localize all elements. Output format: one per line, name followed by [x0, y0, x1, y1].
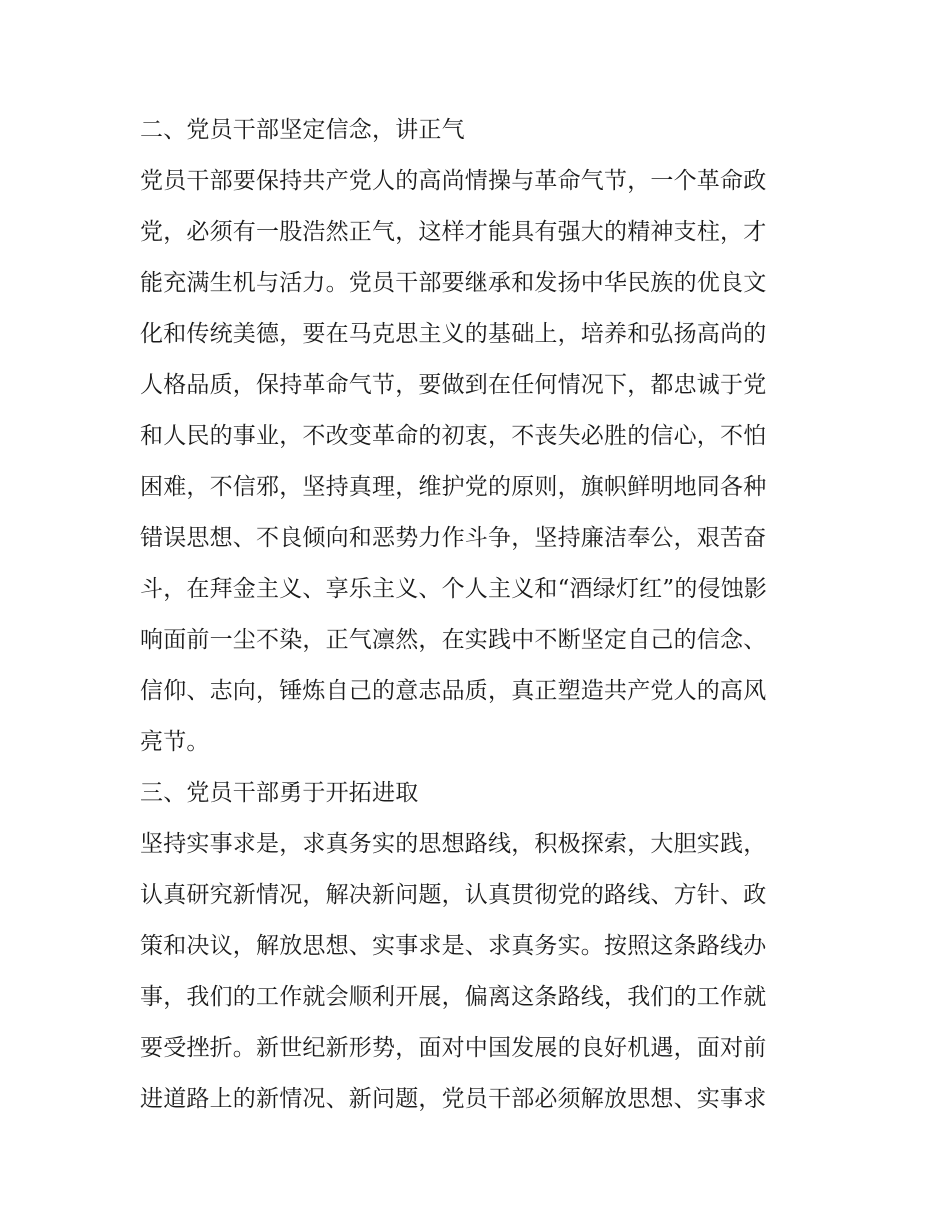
paragraph-line: 要受挫折。新世纪新形势，面对中国发展的良好机遇，面对前	[140, 1035, 767, 1061]
paragraph-line: 错误思想、不良倾向和恶势力作斗争，坚持廉洁奉公，艰苦奋	[140, 525, 767, 551]
paragraph-line: 响面前一尘不染，正气凛然，在实践中不断坚定自己的信念、	[140, 627, 767, 653]
paragraph-line: 进道路上的新情况、新问题，党员干部必须解放思想、实事求	[140, 1086, 767, 1112]
paragraph-line: 策和决议，解放思想、实事求是、求真务实。按照这条路线办	[140, 933, 767, 959]
paragraph-line: 党，必须有一股浩然正气，这样才能具有强大的精神支柱，才	[140, 219, 767, 245]
paragraph-line: 党员干部要保持共产党人的高尚情操与革命气节，一个革命政	[140, 168, 767, 194]
paragraph-line: 坚持实事求是，求真务实的思想路线，积极探索，大胆实践，	[140, 831, 767, 857]
section-heading-3: 三、党员干部勇于开拓进取	[140, 780, 419, 806]
paragraph-line: 斗，在拜金主义、享乐主义、个人主义和“酒绿灯红”的侵蚀影	[140, 576, 768, 602]
paragraph-line: 信仰、志向，锤炼自己的意志品质，真正塑造共产党人的高风	[140, 678, 767, 704]
paragraph-line: 事，我们的工作就会顺利开展，偏离这条路线，我们的工作就	[140, 984, 767, 1010]
section-heading-2: 二、党员干部坚定信念，讲正气	[140, 117, 465, 143]
paragraph-line: 认真研究新情况，解决新问题，认真贯彻党的路线、方针、政	[140, 882, 767, 908]
paragraph-line: 人格品质，保持革命气节，要做到在任何情况下，都忠诚于党	[140, 372, 767, 398]
paragraph-line: 化和传统美德，要在马克思主义的基础上，培养和弘扬高尚的	[140, 321, 767, 347]
paragraph-line: 能充满生机与活力。党员干部要继承和发扬中华民族的优良文	[140, 270, 767, 296]
paragraph-line: 亮节。	[140, 729, 210, 755]
paragraph-line: 困难，不信邪，坚持真理，维护党的原则，旗帜鲜明地同各种	[140, 474, 767, 500]
paragraph-line: 和人民的事业，不改变革命的初衷，不丧失必胜的信心，不怕	[140, 423, 767, 449]
